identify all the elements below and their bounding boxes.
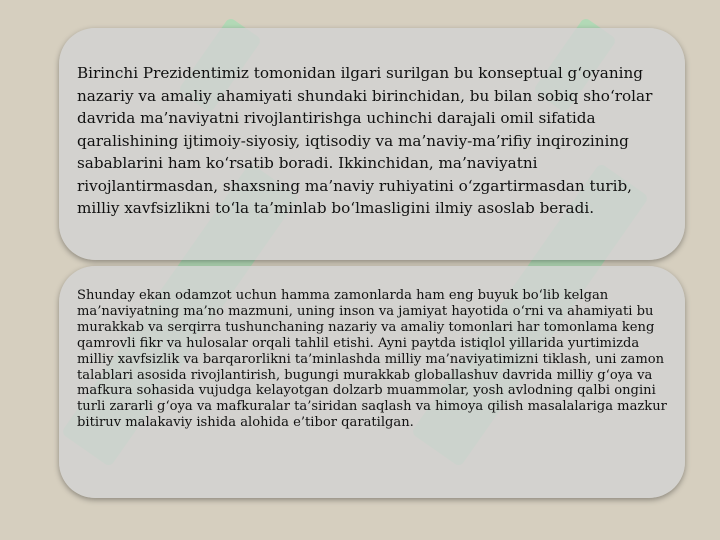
- text-card-bottom: [59, 266, 685, 498]
- text-card-top: [59, 28, 685, 260]
- paragraph-2: Shunday ekan odamzot uchun hamma zamonlarda ham eng buyuk bo‘lib kelgan ma’naviyatning ma’no mazmuni, uning inson va jamiyat hayotida o‘rni va ahamiyati bu murakkab va serqirra tushunchaning nazariy va amaliy tomonlari har tomonlama keng qamrovli fikr va hulosalar orqali tahlil etishi. Ayni paytda istiqlol yillarida yurtimizda milliy xavfsizlik va barqarorlikni ta’minlashda milliy ma’naviyatimizni tiklash, uni zamon talablari asosida rivojlantirish, bugungi murakkab globallashuv davrida milliy g‘oya va mafkura sohasida vujudga kelayotgan dolzarb muammolar, yosh avlodning qalbi ongini turli zararli g‘oya va mafkuralar ta’siridan saqlash va himoya qilish masalalariga mazkur bitiruv malakaviy ishida alohida e’tibor qaratilgan.: [77, 288, 667, 431]
- paragraph-1: Birinchi Prezidentimiz tomonidan ilgari surilgan bu konseptual g‘oyaning nazariy va amaliy ahamiyati shundaki birinchidan, bu bilan sobiq sho‘rolar davrida ma’naviyatni rivojlantirishga uchinchi darajali omil sifatida qaralishining ijtimoiy-siyosiy, iqtisodiy va ma’naviy-ma’rifiy inqirozining sabablarini ham ko‘rsatib boradi. Ikkinchidan, ma’naviyatni rivojlantirmasdan, shaxsning ma’naviy ruhiyatini o‘zgartirmasdan turib, milliy xavfsizlikni to‘la ta’minlab bo‘lmasligini ilmiy asoslab beradi.: [77, 64, 653, 217]
